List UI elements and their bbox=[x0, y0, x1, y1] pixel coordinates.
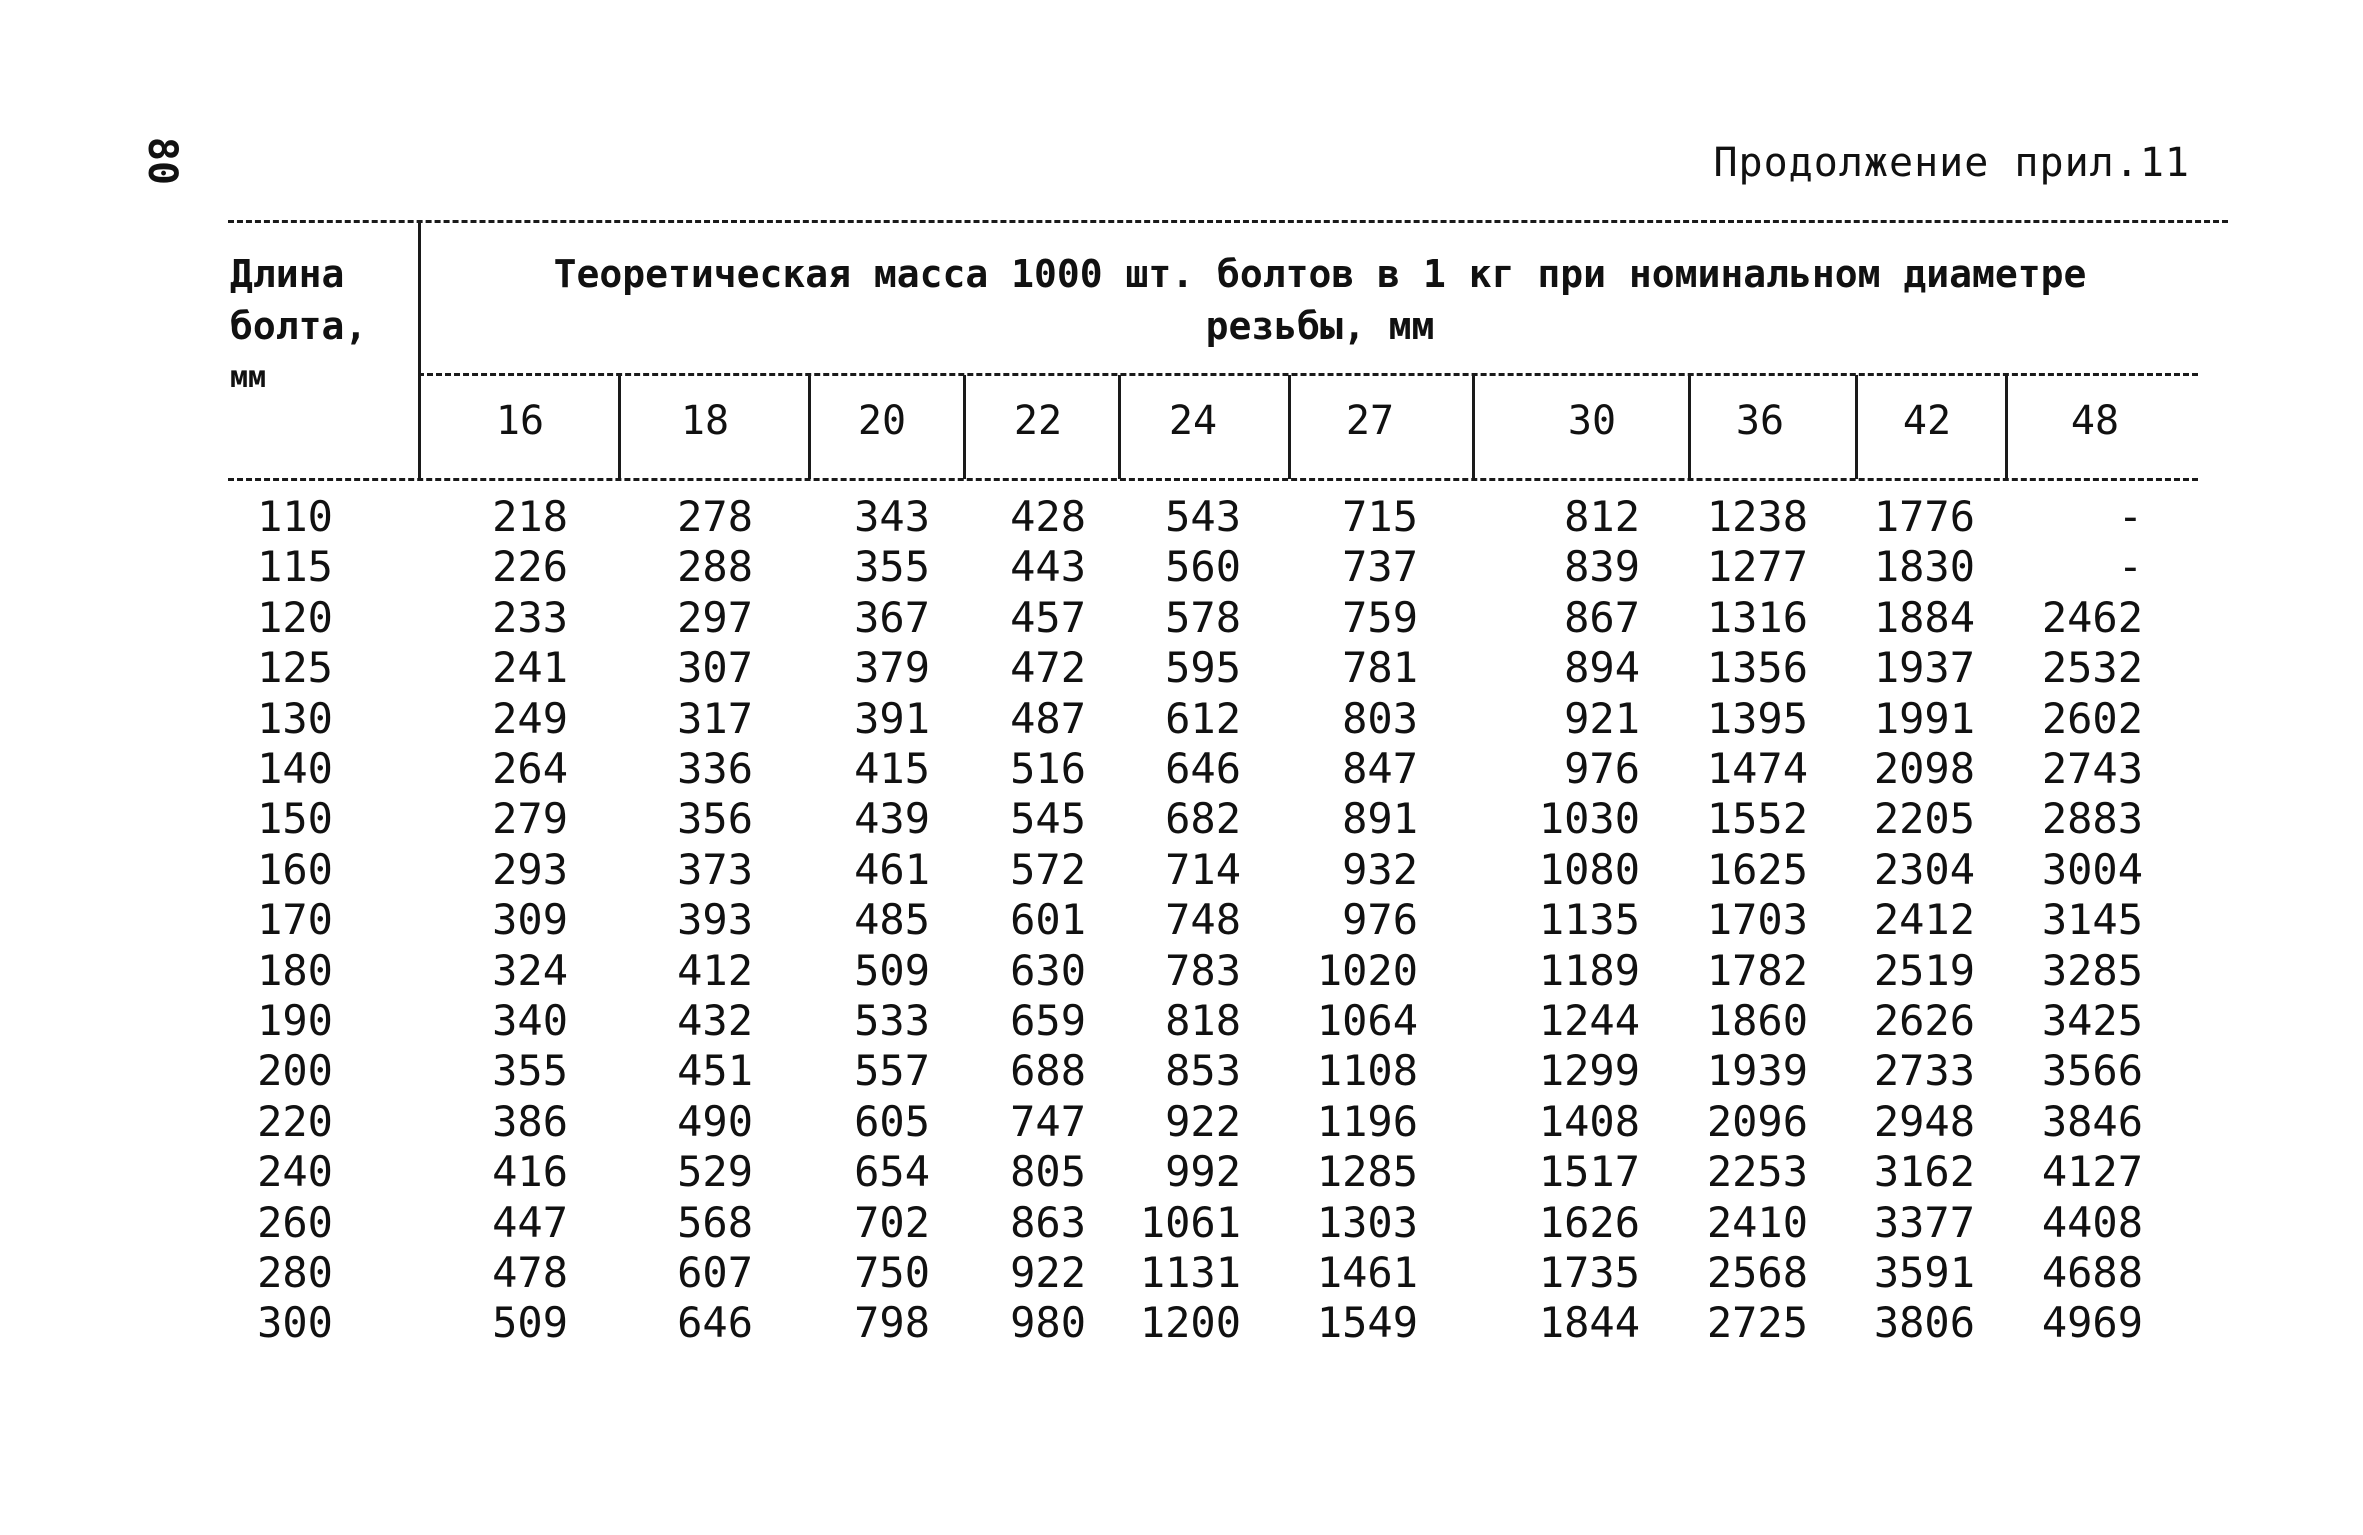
mass-cell: 4408 bbox=[2041, 1197, 2143, 1247]
mass-cell: 1030 bbox=[1538, 794, 1640, 844]
mass-cell: 317 bbox=[677, 693, 753, 743]
mass-cell: 516 bbox=[1010, 744, 1086, 793]
length-header-line-3: мм bbox=[230, 360, 267, 395]
mass-cell: 2532 bbox=[2041, 643, 2143, 693]
mass-cell: 1776 bbox=[1873, 492, 1975, 541]
bolt-length-cell: 160 bbox=[257, 844, 333, 894]
diameter-header-42: 42 bbox=[1902, 398, 1952, 444]
mass-cell: 2733 bbox=[1873, 1046, 1975, 1096]
mass-cell: 1408 bbox=[1538, 1096, 1640, 1146]
mass-cell: 1939 bbox=[1706, 1046, 1808, 1096]
mass-cell: 355 bbox=[854, 542, 930, 592]
mass-cell: 646 bbox=[677, 1298, 753, 1348]
mass-cell: 932 bbox=[1342, 844, 1418, 894]
mass-cell: 472 bbox=[1010, 643, 1086, 693]
mass-cell: 443 bbox=[1010, 542, 1086, 592]
page-number: 80 bbox=[139, 136, 186, 186]
mass-cell: 1703 bbox=[1706, 895, 1808, 945]
mass-cell: 3425 bbox=[2041, 996, 2143, 1045]
mass-cell: 487 bbox=[1010, 693, 1086, 743]
mass-cell: 457 bbox=[1010, 592, 1086, 642]
mass-cell: 288 bbox=[677, 542, 753, 592]
mass-cell: 737 bbox=[1342, 542, 1418, 592]
mass-cell: 1238 bbox=[1706, 492, 1808, 541]
mass-cell: 343 bbox=[854, 492, 930, 541]
mass-cell: 356 bbox=[677, 794, 753, 844]
mass-group-header bbox=[420, 248, 2220, 352]
mass-cell: 1285 bbox=[1316, 1147, 1418, 1197]
mass-cell: 1782 bbox=[1706, 945, 1808, 995]
mass-cell: 1277 bbox=[1706, 542, 1808, 592]
mass-cell: 297 bbox=[677, 592, 753, 642]
mass-cell: 572 bbox=[1010, 844, 1086, 894]
mass-cell: 2743 bbox=[2041, 744, 2143, 793]
mass-cell: 3004 bbox=[2041, 844, 2143, 894]
mass-cell: 355 bbox=[492, 1046, 568, 1096]
mass-cell: 336 bbox=[677, 744, 753, 793]
mass-cell: 451 bbox=[677, 1046, 753, 1096]
bolt-length-cell: 260 bbox=[257, 1197, 333, 1247]
mass-cell: 529 bbox=[677, 1147, 753, 1197]
diameter-header-20: 20 bbox=[857, 398, 907, 444]
mass-cell: 702 bbox=[854, 1197, 930, 1247]
mass-cell: 1461 bbox=[1316, 1248, 1418, 1297]
mass-cell: 557 bbox=[854, 1046, 930, 1096]
mass-cell: 4127 bbox=[2041, 1147, 2143, 1197]
diameter-divider bbox=[808, 375, 811, 479]
mass-cell: 533 bbox=[854, 996, 930, 1045]
mass-cell: 992 bbox=[1165, 1147, 1241, 1197]
mass-cell: 1844 bbox=[1538, 1298, 1640, 1348]
mass-cell: 1549 bbox=[1316, 1298, 1418, 1348]
mass-cell: 241 bbox=[492, 643, 568, 693]
mass-cell: 391 bbox=[854, 693, 930, 743]
mass-cell: 2410 bbox=[1706, 1197, 1808, 1247]
mass-cell: 415 bbox=[854, 744, 930, 793]
mass-cell: 2462 bbox=[2041, 592, 2143, 642]
mass-cell: 416 bbox=[492, 1147, 568, 1197]
mass-cell: 432 bbox=[677, 996, 753, 1045]
diameter-header-24: 24 bbox=[1168, 398, 1218, 444]
mass-cell: 921 bbox=[1564, 693, 1640, 743]
mass-cell: 781 bbox=[1342, 643, 1418, 693]
bolt-length-cell: 140 bbox=[257, 744, 333, 793]
bolt-length-cell: 170 bbox=[257, 895, 333, 945]
mass-cell: 278 bbox=[677, 492, 753, 541]
mass-cell: 1625 bbox=[1706, 844, 1808, 894]
bolt-length-cell: 180 bbox=[257, 945, 333, 995]
bolt-length-cell: 130 bbox=[257, 693, 333, 743]
mass-cell: 340 bbox=[492, 996, 568, 1045]
mass-cell: 798 bbox=[854, 1298, 930, 1348]
mass-cell: 612 bbox=[1165, 693, 1241, 743]
mass-cell: 1064 bbox=[1316, 996, 1418, 1045]
bolt-length-cell: 200 bbox=[257, 1046, 333, 1096]
mass-cell: 595 bbox=[1165, 643, 1241, 693]
mass-cell: 1299 bbox=[1538, 1046, 1640, 1096]
diameter-header-18: 18 bbox=[680, 398, 730, 444]
mass-cell: 847 bbox=[1342, 744, 1418, 793]
mass-cell: 439 bbox=[854, 794, 930, 844]
mass-cell: 386 bbox=[492, 1096, 568, 1146]
mass-cell: 309 bbox=[492, 895, 568, 945]
diameter-header-22: 22 bbox=[1013, 398, 1063, 444]
diameter-header-16: 16 bbox=[495, 398, 545, 444]
mass-cell: 2412 bbox=[1873, 895, 1975, 945]
mass-cell: 1830 bbox=[1873, 542, 1975, 592]
mass-cell: - bbox=[2117, 542, 2143, 592]
mass-cell: 1517 bbox=[1538, 1147, 1640, 1197]
mass-cell: 1303 bbox=[1316, 1197, 1418, 1247]
mass-cell: 654 bbox=[854, 1147, 930, 1197]
mass-cell: 307 bbox=[677, 643, 753, 693]
bolt-length-cell: 110 bbox=[257, 492, 333, 541]
diameter-header-27: 27 bbox=[1345, 398, 1395, 444]
mass-cell: 1131 bbox=[1139, 1248, 1241, 1297]
mass-cell: 412 bbox=[677, 945, 753, 995]
mass-cell: 379 bbox=[854, 643, 930, 693]
mass-cell: 1061 bbox=[1139, 1197, 1241, 1247]
mass-cell: 2602 bbox=[2041, 693, 2143, 743]
mass-cell: 485 bbox=[854, 895, 930, 945]
mass-cell: 490 bbox=[677, 1096, 753, 1146]
mass-cell: 812 bbox=[1564, 492, 1640, 541]
mass-cell: 922 bbox=[1165, 1096, 1241, 1146]
mass-cell: 630 bbox=[1010, 945, 1086, 995]
bolt-length-cell: 280 bbox=[257, 1248, 333, 1297]
diameter-divider bbox=[1288, 375, 1291, 479]
mass-cell: 2098 bbox=[1873, 744, 1975, 793]
mass-cell: 264 bbox=[492, 744, 568, 793]
diameter-divider bbox=[963, 375, 966, 479]
diameter-divider bbox=[2005, 375, 2008, 479]
mass-cell: 3806 bbox=[1873, 1298, 1975, 1348]
mass-cell: 688 bbox=[1010, 1046, 1086, 1096]
header-bottom-rule bbox=[228, 478, 2198, 481]
mass-cell: 4969 bbox=[2041, 1298, 2143, 1348]
mass-cell: 1860 bbox=[1706, 996, 1808, 1045]
mass-cell: 1135 bbox=[1538, 895, 1640, 945]
mass-cell: 1080 bbox=[1538, 844, 1640, 894]
diameter-header-48: 48 bbox=[2070, 398, 2120, 444]
mass-cell: 367 bbox=[854, 592, 930, 642]
mass-cell: 4688 bbox=[2041, 1248, 2143, 1297]
mass-cell: 1735 bbox=[1538, 1248, 1640, 1297]
mass-cell: 2725 bbox=[1706, 1298, 1808, 1348]
bolt-length-cell: 120 bbox=[257, 592, 333, 642]
mass-cell: 659 bbox=[1010, 996, 1086, 1045]
mass-cell: 839 bbox=[1564, 542, 1640, 592]
mass-cell: 607 bbox=[677, 1248, 753, 1297]
mass-cell: 233 bbox=[492, 592, 568, 642]
diameter-header-30: 30 bbox=[1567, 398, 1617, 444]
mass-cell: 578 bbox=[1165, 592, 1241, 642]
mass-cell: 393 bbox=[677, 895, 753, 945]
mass-cell: 715 bbox=[1342, 492, 1418, 541]
mass-cell: 748 bbox=[1165, 895, 1241, 945]
mass-cell: 478 bbox=[492, 1248, 568, 1297]
mass-cell: 1991 bbox=[1873, 693, 1975, 743]
mass-cell: 1884 bbox=[1873, 592, 1975, 642]
mass-cell: 2304 bbox=[1873, 844, 1975, 894]
mass-cell: 543 bbox=[1165, 492, 1241, 541]
mass-cell: 2626 bbox=[1873, 996, 1975, 1045]
mass-cell: 509 bbox=[492, 1298, 568, 1348]
mass-cell: 3591 bbox=[1873, 1248, 1975, 1297]
mass-cell: 249 bbox=[492, 693, 568, 743]
mass-cell: 1200 bbox=[1139, 1298, 1241, 1348]
mass-cell: 867 bbox=[1564, 592, 1640, 642]
mass-cell: 601 bbox=[1010, 895, 1086, 945]
bolt-length-cell: 115 bbox=[257, 542, 333, 592]
table-top-rule bbox=[228, 220, 2228, 223]
mass-cell: 682 bbox=[1165, 794, 1241, 844]
bolt-length-cell: 300 bbox=[257, 1298, 333, 1348]
mass-cell: 447 bbox=[492, 1197, 568, 1247]
mass-cell: 3145 bbox=[2041, 895, 2143, 945]
mass-cell: 750 bbox=[854, 1248, 930, 1297]
mass-cell: 2205 bbox=[1873, 794, 1975, 844]
mass-cell: 863 bbox=[1010, 1197, 1086, 1247]
bolt-length-cell: 240 bbox=[257, 1147, 333, 1197]
length-header-line-2: болта, bbox=[230, 304, 368, 348]
mass-cell: 324 bbox=[492, 945, 568, 995]
mass-cell: 3285 bbox=[2041, 945, 2143, 995]
mass-cell: 1189 bbox=[1538, 945, 1640, 995]
mass-cell: 1552 bbox=[1706, 794, 1808, 844]
mass-cell: 894 bbox=[1564, 643, 1640, 693]
mass-cell: 922 bbox=[1010, 1248, 1086, 1297]
mass-cell: 1626 bbox=[1538, 1197, 1640, 1247]
mass-cell: 509 bbox=[854, 945, 930, 995]
mass-cell: 803 bbox=[1342, 693, 1418, 743]
mass-cell: 747 bbox=[1010, 1096, 1086, 1146]
mass-cell: 428 bbox=[1010, 492, 1086, 541]
mass-cell: 891 bbox=[1342, 794, 1418, 844]
length-header-line-1: Длина bbox=[230, 252, 345, 296]
mass-cell: 759 bbox=[1342, 592, 1418, 642]
mass-cell: 805 bbox=[1010, 1147, 1086, 1197]
mass-cell: 1937 bbox=[1873, 643, 1975, 693]
mass-cell: 976 bbox=[1564, 744, 1640, 793]
continuation-label: Продолжение прил.11 bbox=[1713, 140, 2190, 186]
mass-cell: 1196 bbox=[1316, 1096, 1418, 1146]
mass-cell: 226 bbox=[492, 542, 568, 592]
mass-cell: 3566 bbox=[2041, 1046, 2143, 1096]
mass-cell: 646 bbox=[1165, 744, 1241, 793]
mass-cell: 545 bbox=[1010, 794, 1086, 844]
mass-cell: 1474 bbox=[1706, 744, 1808, 793]
mass-cell: 783 bbox=[1165, 945, 1241, 995]
mass-cell: 461 bbox=[854, 844, 930, 894]
mass-cell: 2519 bbox=[1873, 945, 1975, 995]
mass-cell: 1316 bbox=[1706, 592, 1808, 642]
mass-cell: 2883 bbox=[2041, 794, 2143, 844]
mass-cell: 980 bbox=[1010, 1298, 1086, 1348]
diameter-divider bbox=[1118, 375, 1121, 479]
bolt-length-cell: 190 bbox=[257, 996, 333, 1045]
mass-cell: 1395 bbox=[1706, 693, 1808, 743]
mass-cell: 560 bbox=[1165, 542, 1241, 592]
mass-cell: 1108 bbox=[1316, 1046, 1418, 1096]
mass-cell: 853 bbox=[1165, 1046, 1241, 1096]
mass-group-header-line-1: Теоретическая масса 1000 шт. болтов в 1 кг при номинальном диаметре bbox=[553, 252, 2087, 296]
mass-cell: 2948 bbox=[1873, 1096, 1975, 1146]
mass-cell: - bbox=[2117, 492, 2143, 541]
mass-cell: 568 bbox=[677, 1197, 753, 1247]
mass-cell: 605 bbox=[854, 1096, 930, 1146]
bolt-length-cell: 220 bbox=[257, 1096, 333, 1146]
mass-cell: 3162 bbox=[1873, 1147, 1975, 1197]
mass-cell: 976 bbox=[1342, 895, 1418, 945]
mass-cell: 1020 bbox=[1316, 945, 1418, 995]
mass-cell: 2253 bbox=[1706, 1147, 1808, 1197]
mass-cell: 293 bbox=[492, 844, 568, 894]
diameter-divider bbox=[1472, 375, 1475, 479]
mass-cell: 2568 bbox=[1706, 1248, 1808, 1297]
mass-cell: 3377 bbox=[1873, 1197, 1975, 1247]
bolt-length-cell: 125 bbox=[257, 643, 333, 693]
mass-cell: 714 bbox=[1165, 844, 1241, 894]
diameter-divider bbox=[618, 375, 621, 479]
mass-group-header-line-2: резьбы, мм bbox=[1205, 304, 1435, 348]
mass-cell: 818 bbox=[1165, 996, 1241, 1045]
diameter-header-36: 36 bbox=[1735, 398, 1785, 444]
mass-cell: 279 bbox=[492, 794, 568, 844]
mass-cell: 373 bbox=[677, 844, 753, 894]
mass-cell: 1356 bbox=[1706, 643, 1808, 693]
mass-cell: 2096 bbox=[1706, 1096, 1808, 1146]
mass-cell: 218 bbox=[492, 492, 568, 541]
mass-cell: 3846 bbox=[2041, 1096, 2143, 1146]
bolt-length-cell: 150 bbox=[257, 794, 333, 844]
length-column-header bbox=[230, 248, 367, 404]
mass-cell: 1244 bbox=[1538, 996, 1640, 1045]
diameter-header-top-rule bbox=[418, 373, 2198, 376]
